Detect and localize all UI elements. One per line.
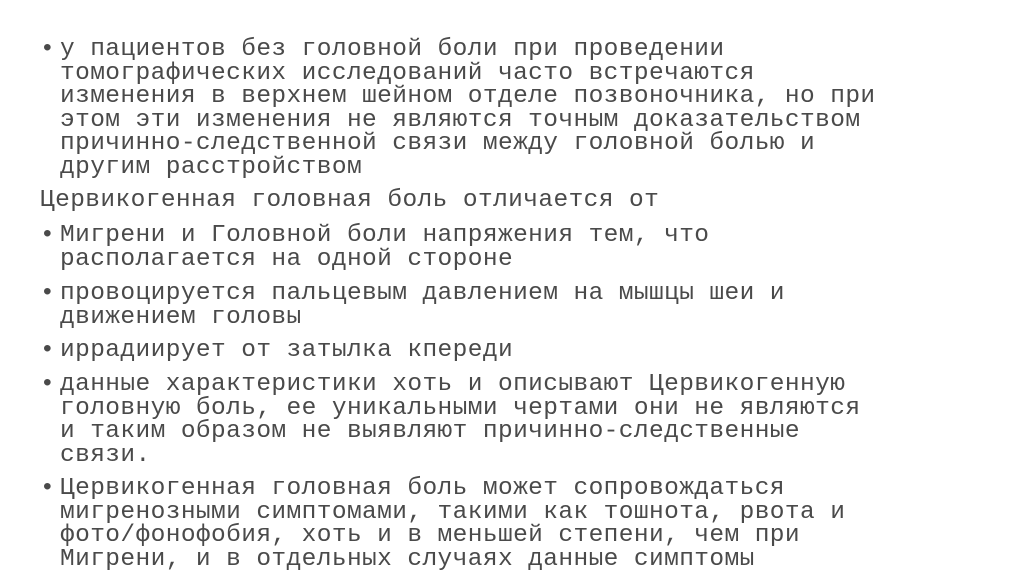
bullet-icon: • [40,36,56,63]
bullet-icon: • [40,371,56,398]
text-line: причинно-следственной связи между головной болью и [60,130,816,157]
text-line: изменения в верхнем шейном отделе позвоночника, но при [60,83,876,110]
text-line: и таким образом не выявляют причинно-следственные [60,418,801,445]
text-line: движением головы [60,303,302,331]
text-line: Мигрени, и в отдельных случаях данные симптомы [60,545,755,573]
text-line: провоцируется пальцевым давлением на мышцы шеи и [60,280,785,307]
bullet-item-2 [40,224,1000,271]
text-line: фото/фонофобия, хоть и в меньшей степени, чем при [60,522,801,549]
bullet-icon: • [40,475,56,502]
text-line: другим расстройством [60,153,363,181]
text-line: у пациентов без головной боли при проведении [60,36,725,63]
bullet-icon: • [40,280,56,307]
bullet-item-1 [40,38,1000,179]
bullet-item-6 [40,477,1000,571]
bullet-item-4 [40,339,1000,363]
text-line: Мигрени и Головной боли напряжения тем, что [60,222,710,249]
text-line: связи. [60,441,151,469]
text-line: Цервикогенная головная боль может сопровождаться [60,475,785,502]
text-line: данные характеристики хоть и описывают Цервикогенную [60,371,846,398]
text-line: располагается на одной стороне [60,245,514,273]
text-line: этом эти изменения не являются точным доказательством [60,106,861,134]
text-line: томографических исследований часто встречаются [60,59,755,87]
bullet-icon: • [40,222,56,249]
text-line: мигренозными симптомами, такими как тошнота, рвота и [60,498,846,526]
text-line: иррадиирует от затылка кпереди [60,337,514,364]
bullet-item-3 [40,282,1000,329]
bullet-item-5 [40,373,1000,467]
bullet-icon: • [40,337,56,364]
text-line: головную боль, ее уникальными чертами они не являются [60,394,861,422]
section-heading: Цервикогенная головная боль отличается от [40,187,660,214]
